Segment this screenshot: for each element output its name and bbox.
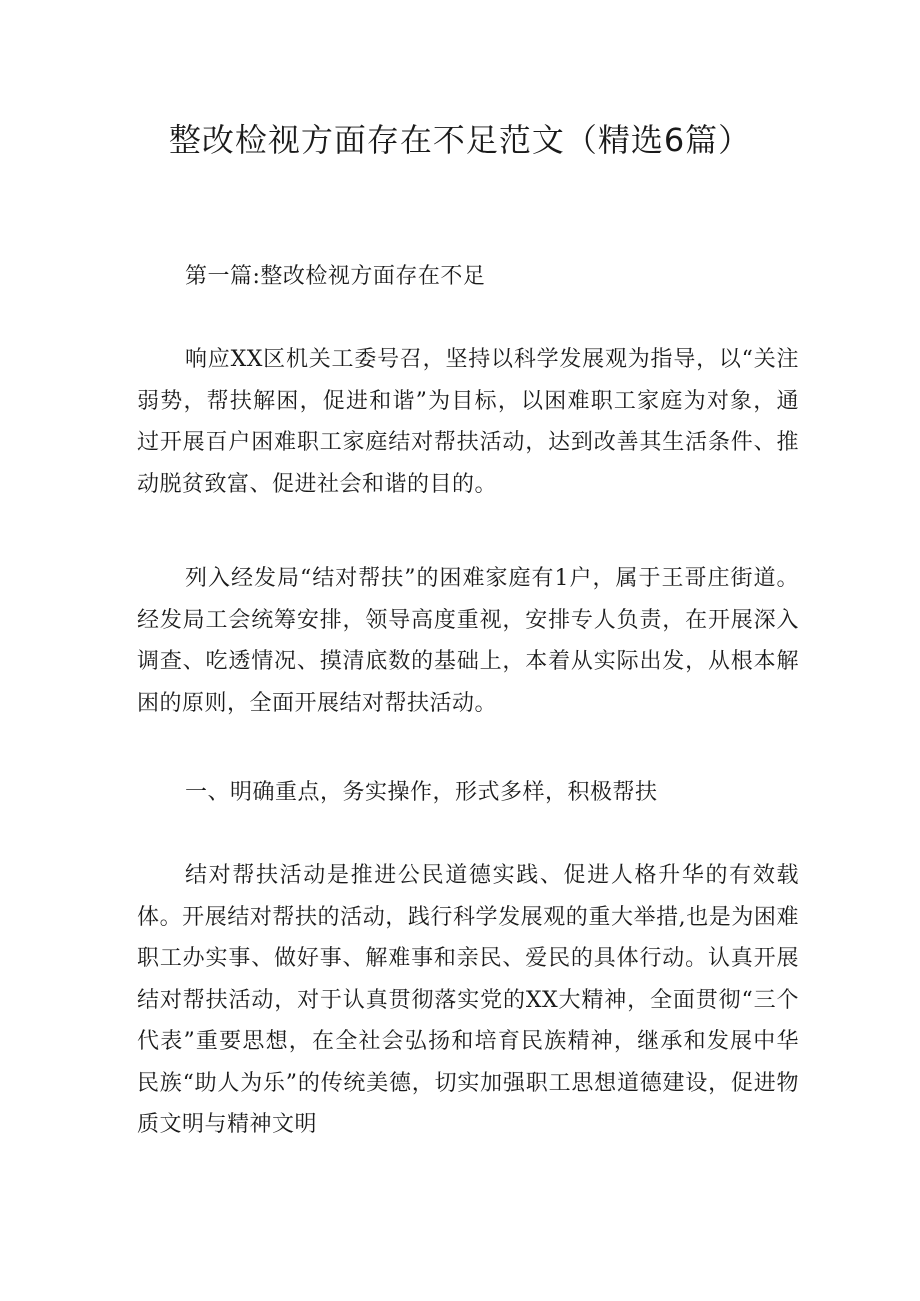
section-heading: 第一篇:整改检视方面存在不足 (185, 264, 486, 289)
subheading-1: 一、明确重点，务实操作，形式多样，积极帮扶 (185, 780, 658, 805)
paragraph-2: 列入经发局“结对帮扶”的困难家庭有1户，属于王哥庄街道。经发局工会统筹安排，领导高度重视，安排专人负责，在开展深入调查、吃透情况、摸清底数的基础上，本着从实际出发，从根本解困的原则，全面开展结对帮扶活动。 (137, 566, 799, 716)
paragraph-3: 结对帮扶活动是推进公民道德实践、促进人格升华的有效载体。开展结对帮扶的活动，践行科学发展观的重大举措,也是为困难职工办实事、做好事、解难事和亲民、爱民的具体行动。认真开展结对帮扶活动，对于认真贯彻落实党的XX大精神，全面贯彻“三个代表”重要思想，在全社会弘扬和培育民族精神，继承和发展中华民族“助人为乐”的传统美德，切实加强职工思想道德建设，促进物质文明与精神文明 (137, 863, 799, 1137)
document-title: 整改检视方面存在不足范文（精选6篇） (168, 121, 752, 159)
paragraph-1: 响应XX区机关工委号召，坚持以科学发展观为指导，以“关注弱势，帮扶解困，促进和谐”为目标，以困难职工家庭为对象，通过开展百户困难职工家庭结对帮扶活动，达到改善其生活条件、推动脱贫致富、促进社会和谐的目的。 (137, 347, 799, 497)
